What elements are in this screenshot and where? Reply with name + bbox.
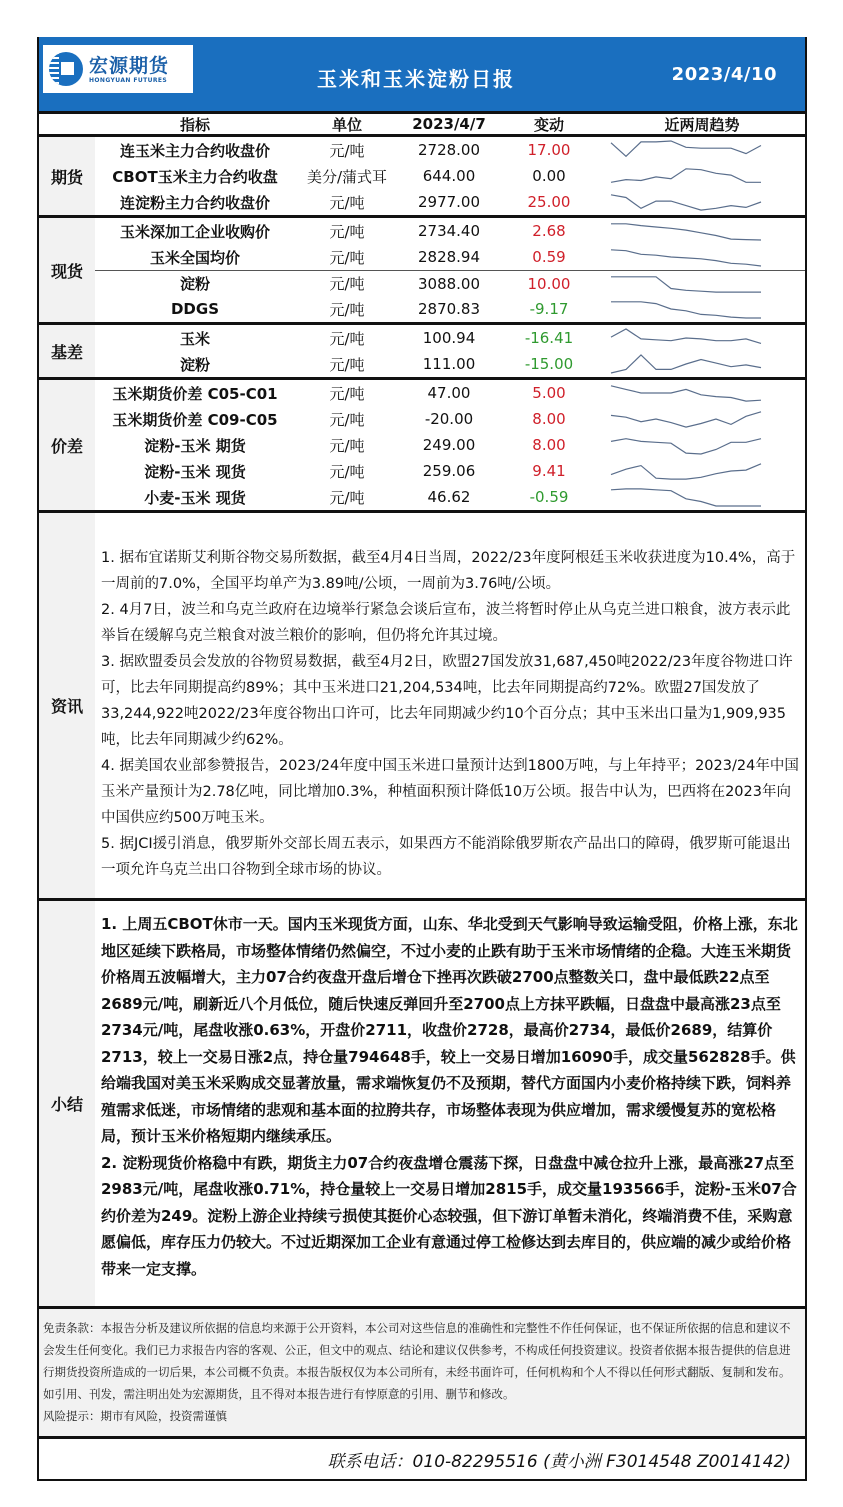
paragraph: 5. 据JCI援引消息，俄罗斯外交部长周五表示，如果西方不能消除俄罗斯农产品出口的障碍，俄罗斯可能退出一项允许乌克兰出口谷物到全球市场的协议。: [101, 836, 791, 878]
daily-report: [37, 37, 807, 1481]
change: 0.00: [532, 167, 566, 185]
change: 8.00: [532, 436, 566, 454]
change: -15.00: [524, 355, 574, 373]
sparkline: [599, 432, 805, 458]
value: 2734.40: [417, 222, 481, 240]
table-row: [95, 325, 805, 351]
indicator-name: DDGS: [170, 300, 220, 318]
sparkline: [599, 406, 805, 432]
sparkline: [599, 351, 805, 377]
value: 2828.94: [417, 248, 481, 266]
indicator-name: 玉米期货价差 C09-C05: [112, 410, 278, 429]
table-group: [39, 218, 805, 325]
unit: 元/吨: [329, 141, 365, 160]
indicator-name: CBOT玉米主力合约收盘: [112, 167, 278, 186]
unit: 元/吨: [329, 384, 365, 403]
table-row: [95, 296, 805, 322]
risk-notice: 风险提示：期市有风险，投资需谨慎: [43, 1409, 227, 1423]
table-row: [95, 163, 805, 189]
trend-line-icon: [607, 163, 767, 189]
paragraph: 2. 淀粉现货价格稳中有跌，期货主力07合约夜盘增仓震荡下探，日盘盘中减仓拉升上涨，最高涨27点至2983元/吨，尾盘收涨0.71%，持仓量较上一交易日增加2815手，成交量193566手，淀粉-玉米07合约价差为249。淀粉上游企业持续亏损使其挺价心态较强，但下游订单暂未消化，终端消费不佳，采购意愿偏低，库存压力仍较大。不过近期深加工企业有意通过停工检修达到去库目的，供应端的减少或给价格带来一定支撑。: [101, 1153, 797, 1278]
report-title: 玉米和玉米淀粉日报: [317, 67, 515, 91]
table-row: [95, 351, 805, 377]
indicator-name: 小麦-玉米 现货: [144, 488, 246, 507]
sparkline: [599, 218, 805, 244]
summary-section: [39, 901, 805, 1309]
trend-line-icon: [607, 406, 767, 432]
paragraph: 1. 上周五CBOT休市一天。国内玉米现货方面，山东、华北受到天气影响导致运输受阻，价格上涨，东北地区延续下跌格局，市场整体情绪仍然偏空，不过小麦的止跌有助于玉米市场情绪的企稳。大连玉米期货价格周五波幅增大，主力07合约夜盘开盘后增仓下挫再次跌破2700点整数关口，盘中最低跌22点至2689元/吨，刷新近八个月低位，随后快速反弹回升至2700点上方抹平跌幅，日盘盘中最高涨23点至2734元/吨，尾盘收涨0.63%，开盘价2711，收盘价2728，最高价2734，最低价2689，结算价2713，较上一交易日涨2点，持仓量794648手，较上一交易日增加16090手，成交量562828手。供给端我国对美玉米采购成交显著放量，需求端恢复仍不及预期，替代方面国内小麦价格持续下跌，饲料养殖需求低迷，市场情绪的悲观和基本面的拉胯共存，市场整体表现为供应增加，需求缓慢复苏的宽松格局，预计玉米价格短期内继续承压。: [101, 915, 798, 1145]
value: 2870.83: [417, 300, 481, 318]
change: 5.00: [532, 384, 566, 402]
unit: 元/吨: [329, 329, 365, 348]
unit: 元/吨: [329, 462, 365, 481]
table-row: [95, 137, 805, 163]
table-row: [95, 406, 805, 432]
trend-line-icon: [607, 137, 767, 163]
trend-line-icon: [607, 189, 767, 215]
table-group: [39, 325, 805, 380]
summary-body: [95, 901, 805, 1306]
table-row: [95, 270, 805, 296]
unit: 元/吨: [329, 248, 365, 267]
report-date: 2023/4/10: [671, 64, 777, 85]
trend-line-icon: [607, 296, 767, 322]
logo-chinese-name: 宏源期货: [89, 54, 170, 77]
sparkline: [599, 484, 805, 510]
value: 259.06: [422, 462, 476, 480]
section-label: 资讯: [39, 513, 95, 898]
col-change: 变动: [533, 115, 564, 134]
company-logo: [43, 45, 193, 93]
trend-line-icon: [607, 351, 767, 377]
paragraph: 1. 据布宜诺斯艾利斯谷物交易所数据，截至4月4日当周，2022/23年度阿根廷玉米收获进度为10.4%，高于一周前的7.0%，全国平均单产为3.89吨/公顷，一周前为3.76吨/公顷。: [101, 550, 796, 592]
sparkline: [599, 189, 805, 215]
value: 100.94: [422, 329, 476, 347]
trend-line-icon: [607, 218, 767, 244]
sparkline: [599, 271, 805, 297]
change: 9.41: [532, 462, 566, 480]
indicator-name: 玉米全国均价: [149, 248, 240, 267]
col-value-date: 2023/4/7: [412, 115, 486, 133]
trend-line-icon: [607, 325, 767, 351]
change: 2.68: [532, 222, 566, 240]
value: 2977.00: [417, 193, 481, 211]
indicator-name: 连玉米主力合约收盘价: [119, 141, 270, 160]
col-indicator: 指标: [179, 115, 210, 134]
sparkline: [599, 325, 805, 351]
table-row: [95, 484, 805, 510]
unit: 元/吨: [329, 275, 365, 293]
trend-line-icon: [607, 458, 767, 484]
indicator-name: 淀粉: [179, 275, 210, 293]
trend-line-icon: [607, 380, 767, 406]
change: 0.59: [532, 248, 566, 266]
disclaimer: [39, 1309, 805, 1439]
trend-line-icon: [607, 271, 767, 297]
table-group: [39, 380, 805, 513]
indicator-name: 玉米: [179, 329, 210, 348]
change: 10.00: [527, 274, 571, 293]
value: -20.00: [424, 410, 474, 428]
table-row: [95, 380, 805, 406]
unit: 美分/蒲式耳: [306, 167, 388, 186]
unit: 元/吨: [329, 222, 365, 241]
table-row: [95, 189, 805, 215]
table-row: [95, 244, 805, 270]
unit: 元/吨: [329, 488, 365, 507]
change: -0.59: [529, 488, 569, 506]
col-trend: 近两周趋势: [664, 115, 740, 134]
unit: 元/吨: [329, 300, 365, 319]
table-group: [39, 137, 805, 218]
change: 25.00: [527, 193, 571, 211]
unit: 元/吨: [329, 355, 365, 374]
value: 46.62: [427, 488, 471, 506]
indicator-name: 淀粉-玉米 现货: [144, 462, 246, 481]
unit: 元/吨: [329, 436, 365, 455]
contact-info: 联系电话：010-82295516 (黄小洲 F3014548 Z0014142): [327, 1451, 791, 1472]
indicator-name: 连淀粉主力合约收盘价: [119, 193, 270, 212]
data-table: [39, 137, 805, 513]
value: 644.00: [422, 167, 476, 185]
sparkline: [599, 163, 805, 189]
unit: 元/吨: [329, 410, 365, 429]
paragraph: 2. 4月7日，波兰和乌克兰政府在边境举行紧急会谈后宣布，波兰将暂时停止从乌克兰进口粮食，波方表示此举旨在缓解乌克兰粮食对波兰粮价的影响，但仍将允许其过境。: [101, 602, 791, 644]
indicator-name: 玉米深加工企业收购价: [119, 222, 270, 241]
indicator-name: 淀粉: [179, 355, 210, 374]
value: 3088.00: [417, 274, 481, 293]
change: -16.41: [524, 329, 574, 347]
indicator-name: 淀粉-玉米 期货: [144, 436, 246, 455]
value: 2728.00: [417, 141, 481, 159]
paragraph: 3. 据欧盟委员会发放的谷物贸易数据，截至4月2日，欧盟27国发放31,687,450吨2022/23年度谷物进口许可，比去年同期提高约89%；其中玉米进口21,204,534吨，比去年同期提高约72%。欧盟27国发放了33,244,922吨2022/23年度谷物出口许可，比去年同期减少约10个百分点；其中玉米出口量为1,909,935吨，比去年同期减少约62%。: [101, 654, 793, 748]
table-row: [95, 432, 805, 458]
group-label: 现货: [39, 218, 95, 322]
sparkline: [599, 380, 805, 406]
table-row: [95, 218, 805, 244]
sparkline: [599, 137, 805, 163]
sparkline: [599, 244, 805, 270]
group-label: 期货: [39, 137, 95, 215]
group-label: 价差: [39, 380, 95, 510]
sparkline: [599, 458, 805, 484]
group-label: 基差: [39, 325, 95, 377]
value: 249.00: [422, 436, 476, 454]
change: 8.00: [532, 410, 566, 428]
col-unit: 单位: [331, 115, 362, 134]
disclaimer-text: 免责条款：本报告分析及建议所依据的信息均来源于公开资料，本公司对这些信息的准确性和完整性不作任何保证，也不保证所依据的信息和建议不会发生任何变化。我们已力求报告内容的客观、公正，但文中的观点、结论和建议仅供参考，不构成任何投资建议。投资者依据本报告提供的信息进行期货投资所造成的一切后果，本公司概不负责。本报告版权仅为本公司所有，未经书面许可，任何机构和个人不得以任何形式翻版、复制和发布。如引用、刊发，需注明出处为宏源期货，且不得对本报告进行有悖原意的引用、删节和修改。: [43, 1321, 791, 1401]
change: 17.00: [527, 141, 571, 159]
value: 111.00: [422, 355, 476, 373]
sparkline: [599, 296, 805, 322]
news-body: [95, 513, 805, 898]
news-section: [39, 513, 805, 901]
logo-mark-icon: [49, 52, 83, 86]
trend-line-icon: [607, 244, 767, 270]
section-label: 小结: [39, 901, 95, 1306]
report-header: [39, 37, 805, 111]
indicator-name: 玉米期货价差 C05-C01: [112, 384, 278, 403]
table-row: [95, 458, 805, 484]
unit: 元/吨: [329, 193, 365, 212]
table-header: [39, 111, 805, 137]
logo-english-name: HONGYUAN FUTURES: [89, 76, 168, 84]
trend-line-icon: [607, 432, 767, 458]
trend-line-icon: [607, 484, 767, 510]
change: -9.17: [529, 300, 569, 318]
value: 47.00: [427, 384, 471, 402]
paragraph: 4. 据美国农业部参赞报告，2023/24年度中国玉米进口量预计达到1800万吨，与上年持平；2023/24年中国玉米产量预计为2.78亿吨，同比增加0.3%，种植面积预计降低10万公顷。报告中认为，巴西将在2023年向中国供应约500万吨玉米。: [101, 758, 799, 826]
